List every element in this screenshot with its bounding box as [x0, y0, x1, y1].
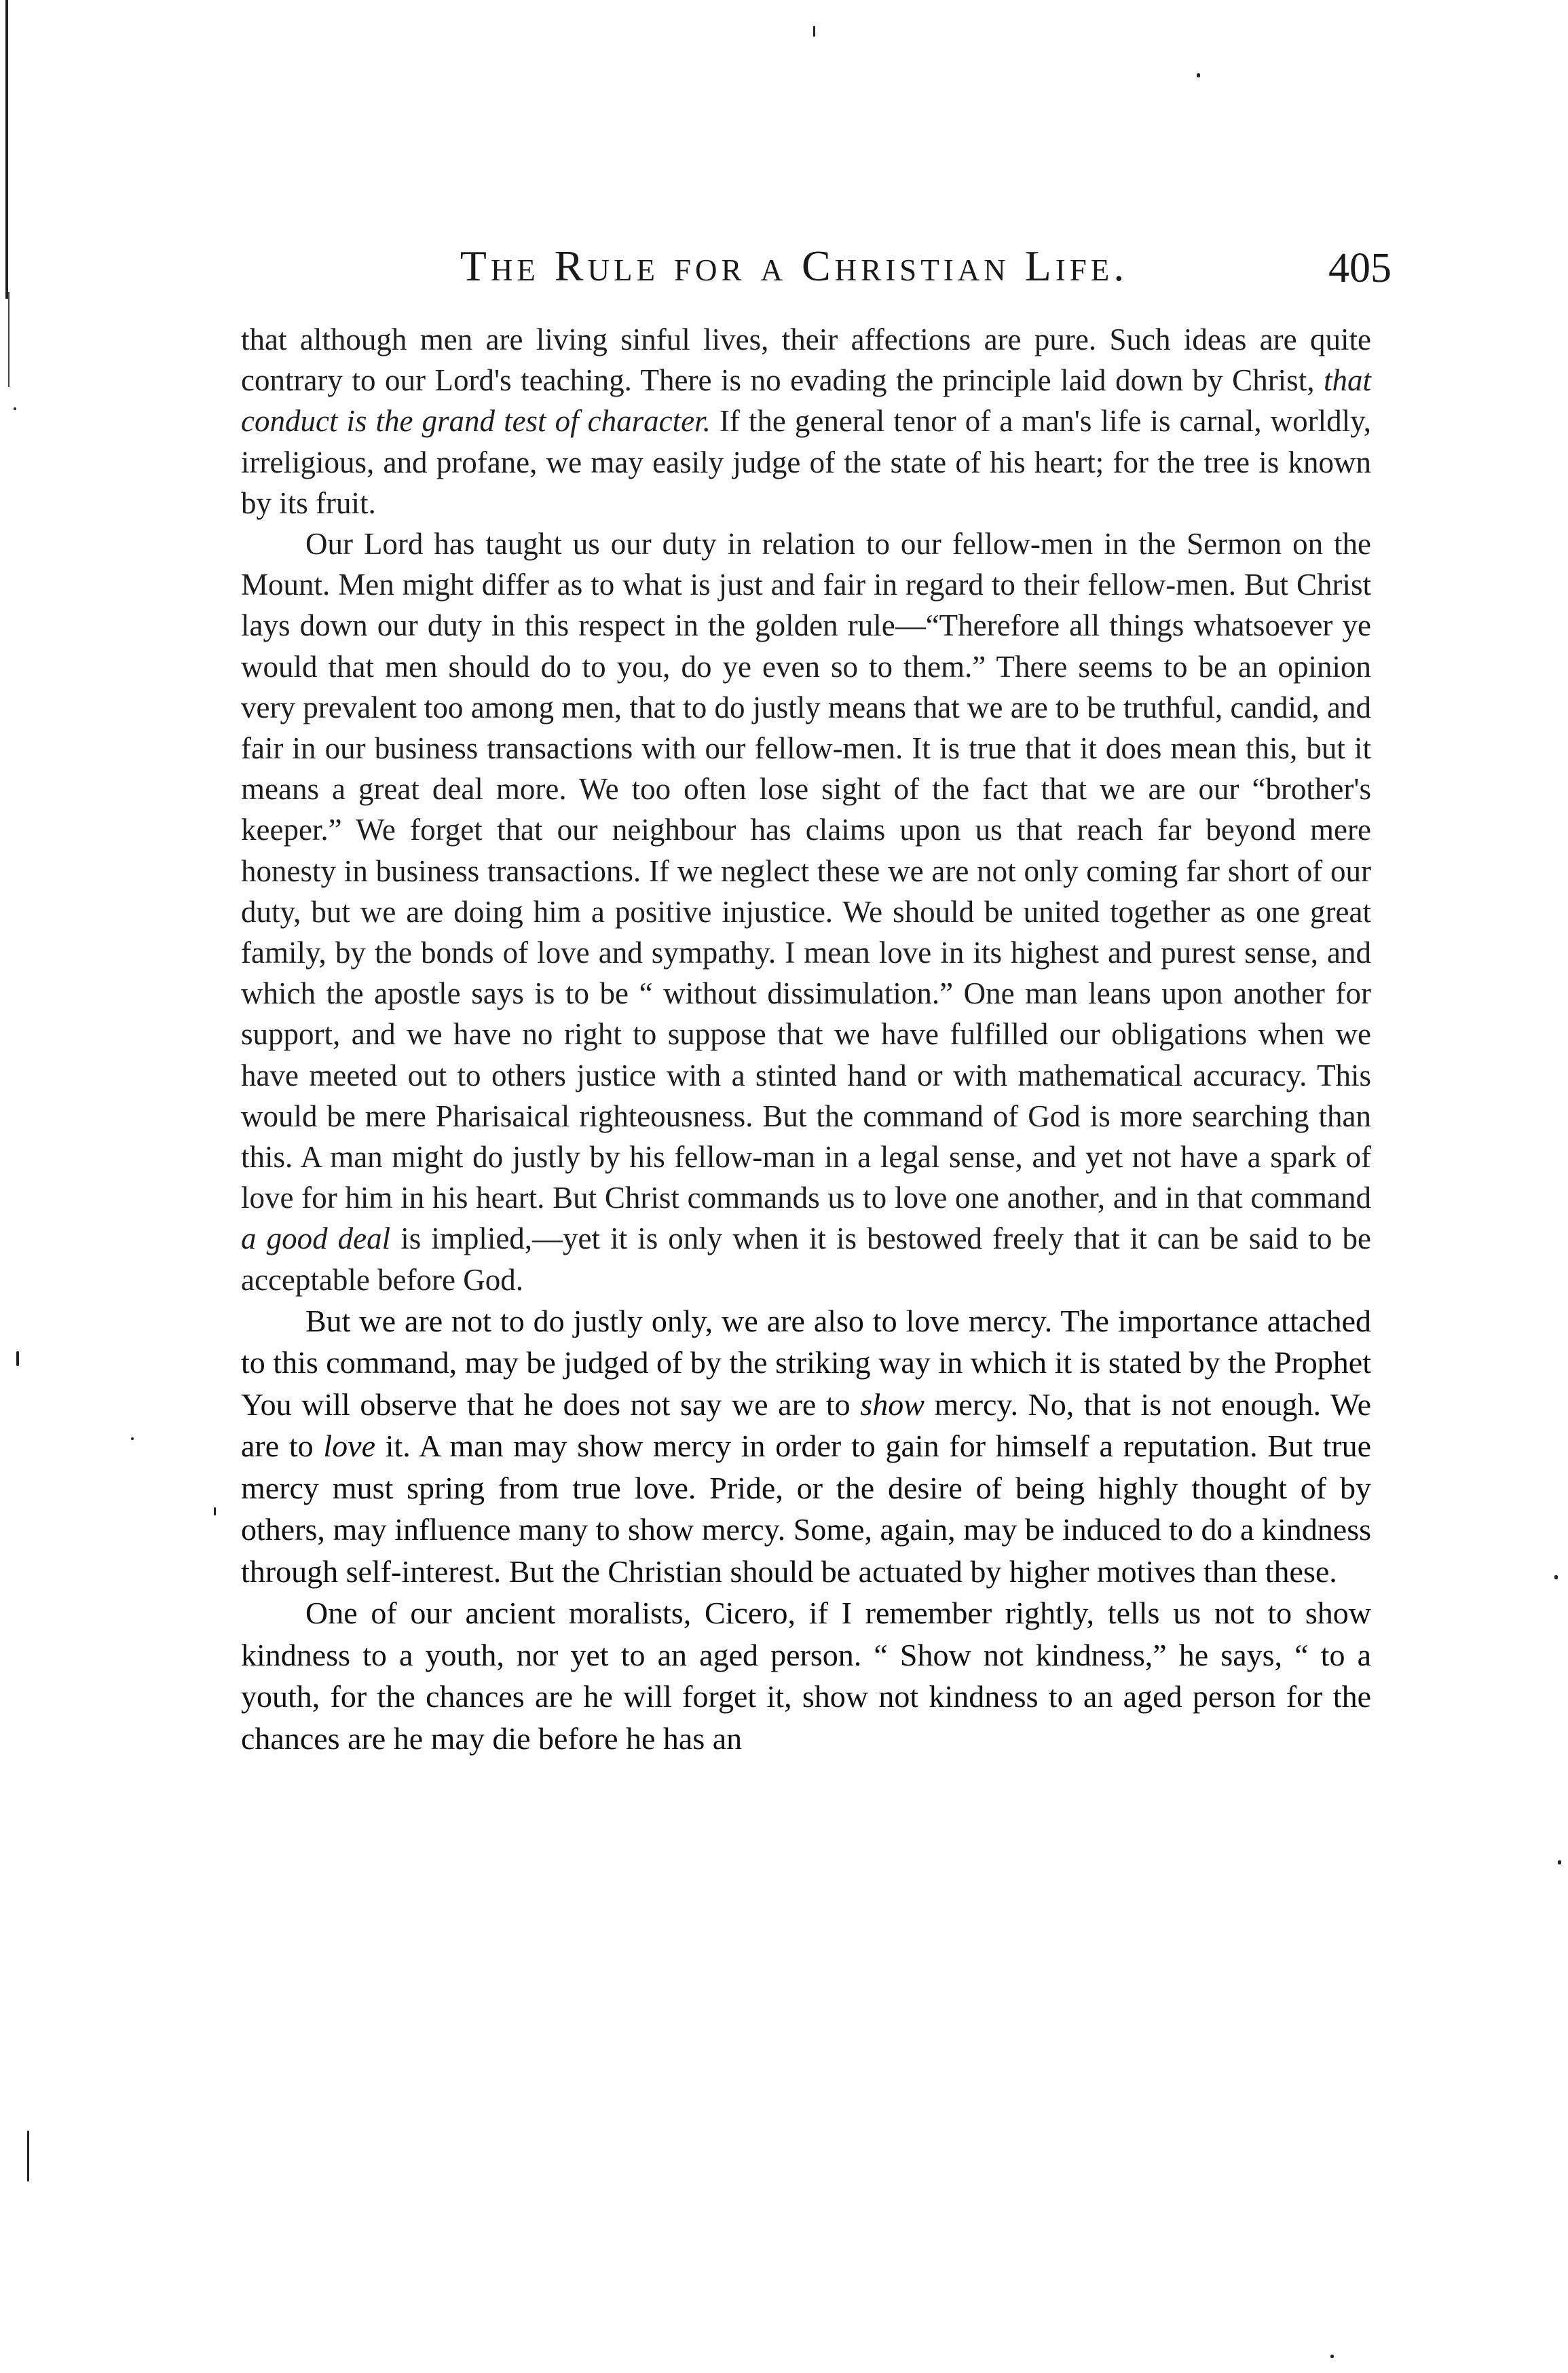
- scan-speck: [1554, 1575, 1558, 1579]
- scan-edge-mark: [8, 292, 10, 387]
- scan-speck: [16, 1351, 19, 1366]
- running-title: The Rule for a Christian Life.: [460, 242, 1129, 290]
- body-text: [241, 319, 1371, 1759]
- paragraph-text: If the general tenor of a man's life is carnal, worldly, irreligious, and profane, we may easily judge of the state of his heart; for the tree is known by its fruit.: [241, 404, 1371, 520]
- paragraph-text: But we are not to do justly only, we are also to love mercy. The importance attached to this command, may be judged of by the striking way in which it is stated by the Prophet You will observe that he does not say we are to: [241, 1303, 1371, 1422]
- scan-speck: [14, 407, 16, 410]
- italic-text: show: [860, 1386, 925, 1422]
- scan-speck: [1197, 73, 1200, 77]
- scan-speck: [1558, 1860, 1561, 1864]
- paragraph-text: that although men are living sinful lives, their affections are pure. Such ideas are quite contrary to our Lord's teaching. There is no evading the principle laid down by Christ,: [241, 323, 1371, 398]
- paragraph-text: mercy. No, that is not enough. We are to: [241, 1386, 1371, 1464]
- paragraph: [241, 1300, 1371, 1593]
- scan-speck: [1330, 2355, 1334, 2358]
- scan-speck: [131, 1437, 134, 1440]
- paragraph: [241, 1592, 1371, 1759]
- scan-speck: [214, 1507, 216, 1515]
- italic-text: love: [323, 1429, 375, 1464]
- paragraph: [241, 319, 1371, 523]
- paragraph: [241, 523, 1371, 1300]
- paragraph-text: Our Lord has taught us our duty in relation to our fellow-men in the Sermon on the Mount. Men might differ as to what is just and fair in regard to their fellow-men. But Christ lays down our duty in this respect in the golden rule—“Therefore all things whatsoever ye would that men should do to you, do ye even so to them.” There seems to be an opinion very prevalent too among men, that to do justly means that we are to be truthful, candid, and fair in our business transactions with our fellow-men. It is true that it does mean this, but it means a great deal more. We too often lose sight of the fact that we are our “brother's keeper.” We forget that our neighbour has claims upon us that reach far beyond mere honesty in business transactions. If we neglect these we are not only coming far short of our duty, but we are doing him a positive injustice. We should be united together as one great family, by the bonds of love and sympathy. I mean love in its highest and purest sense, and which the apostle says is to be “ without dissimulation.” One man leans upon another for support, and we have no right to suppose that we have fulfilled our obligations when we have meeted out to others justice with a stinted hand or with mathematical accuracy. This would be mere Pharisaical righteousness. But the command of God is more searching than this. A man might do justly by his fellow-man in a legal sense, and yet not have a spark of love for him in his heart. But Christ commands us to love one another, and in that command: [241, 527, 1371, 1215]
- scan-speck: [27, 2131, 29, 2182]
- scan-speck: [813, 26, 815, 37]
- paragraph-text: is implied,—yet it is only when it is bestowed freely that it can be said to be acceptable before God.: [241, 1221, 1371, 1297]
- italic-text: a good deal: [241, 1221, 391, 1256]
- page-number: 405: [1328, 245, 1392, 291]
- paragraph-text: it. A man may show mercy in order to gain for himself a reputation. But true mercy must spring from true love. Pride, or the desire of being highly thought of by others, may influence many to show mercy. Some, again, may be induced to do a kindness through self-interest. But the Christian should be actuated by higher motives than these.: [241, 1429, 1371, 1589]
- paragraph-text: One of our ancient moralists, Cicero, if I remember rightly, tells us not to show kindness to a youth, nor yet to an aged person. “ Show not kindness,” he says, “ to a youth, for the chances are he will forget it, show not kindness to an aged person for the chances are he may die before he has an: [241, 1596, 1371, 1756]
- italic-text: that conduct is the grand test of character.: [241, 363, 1371, 439]
- scan-edge-mark: [5, 0, 8, 299]
